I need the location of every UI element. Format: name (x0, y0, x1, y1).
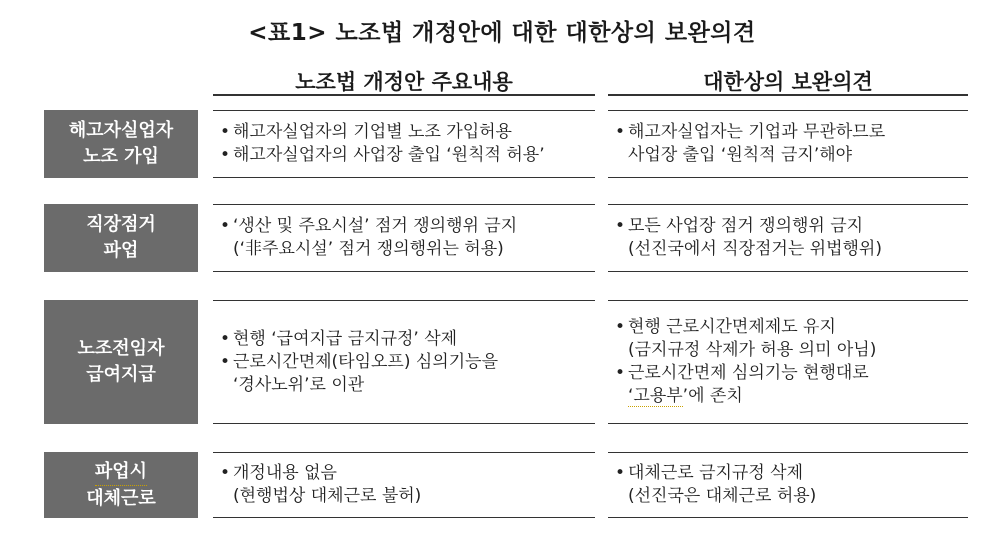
spellcheck-underlined-text: ‘고용부 (628, 386, 683, 406)
bullet-icon: • (614, 363, 626, 383)
row-label-line: 직장점거 (86, 214, 156, 235)
bullet-icon: • (219, 216, 231, 236)
bullet-icon: • (614, 317, 626, 337)
list-item-continuation: (선진국에서 직장점거는 위법행위) (628, 239, 882, 259)
list-item-continuation: ‘경사노위’로 이관 (233, 374, 365, 395)
column-header-opinion: 대한상의 보완의견 (608, 66, 968, 96)
row-label-line: 노조 가입 (83, 146, 159, 167)
opinion-cell (608, 110, 968, 178)
list-item-continuation: ‘고용부’에 존치 (628, 386, 743, 406)
list-item: • 해고자실업자의 사업장 출입 ‘원칙적 허용’ (217, 144, 595, 167)
list-item: • 현행 근로시간면제제도 유지 (612, 316, 968, 339)
list-item: • 해고자실업자는 기업과 무관하므로 (612, 121, 968, 144)
table-title: <표1> 노조법 개정안에 대한 대한상의 보완의견 (248, 20, 756, 46)
list-item: • 해고자실업자의 기업별 노조 가입허용 (217, 121, 595, 144)
bullet-icon: • (614, 463, 626, 483)
list-item: • ‘생산 및 주요시설’ 점거 쟁의행위 금지 (217, 215, 595, 238)
proposal-cell (213, 204, 595, 272)
row-label-line: 대체근로 (86, 487, 156, 509)
row-label-dismissed-workers (44, 110, 198, 178)
row-label-workplace-occupation (44, 204, 198, 272)
proposal-cell (213, 300, 595, 424)
row-label-union-officer-pay (44, 300, 198, 424)
bullet-icon: • (219, 122, 231, 142)
opinion-cell (608, 300, 968, 424)
proposal-cell (213, 452, 595, 518)
bullet-icon: • (219, 145, 231, 165)
bullet-icon: • (219, 328, 231, 349)
row-label-line: 해고자실업자 (68, 120, 174, 141)
list-item: • 근로시간면제 심의기능 현행대로 (612, 362, 968, 385)
proposal-cell (213, 110, 595, 178)
bullet-icon: • (219, 463, 231, 483)
list-item-continuation: 사업장 출입 ‘원칙적 금지’해야 (628, 145, 853, 165)
list-item: • 모든 사업장 점거 쟁의행위 금지 (612, 215, 968, 238)
opinion-cell (608, 204, 968, 272)
list-item: • 대체근로 금지규정 삭제 (612, 462, 968, 485)
list-item: • 근로시간면제(타임오프) 심의기능을 (217, 351, 595, 374)
column-header-proposal: 노조법 개정안 주요내용 (213, 66, 595, 96)
bullet-icon: • (614, 216, 626, 236)
list-item-continuation: (현행법상 대체근로 불허) (233, 486, 422, 506)
row-label-line: 노조전임자 (77, 338, 165, 359)
list-item-continuation: (선진국은 대체근로 허용) (628, 486, 817, 506)
row-label-replacement-labor (44, 452, 198, 518)
list-item-continuation: (‘非주요시설’ 점거 쟁의행위는 허용) (233, 239, 504, 259)
row-label-line: 파업 (103, 240, 139, 261)
bullet-icon: • (219, 351, 231, 372)
list-item-continuation: (금지규정 삭제가 허용 의미 아님) (628, 340, 877, 360)
bullet-icon: • (614, 122, 626, 142)
row-label-line: 파업시 (95, 459, 147, 486)
list-item: • 현행 ‘급여지급 금지규정’ 삭제 (217, 328, 595, 351)
list-item: • 개정내용 없음 (217, 462, 595, 485)
row-label-line: 급여지급 (86, 364, 156, 385)
opinion-cell (608, 452, 968, 518)
